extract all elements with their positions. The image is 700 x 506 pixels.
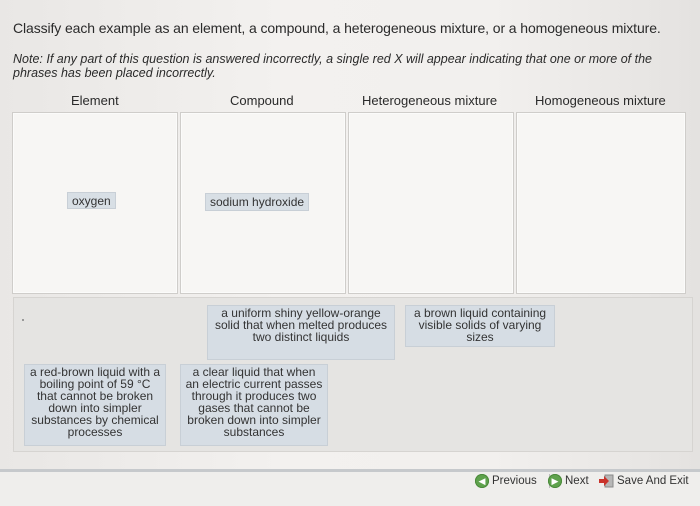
category-header-homogeneous: Homogeneous mixture xyxy=(535,93,666,108)
next-label: Next xyxy=(565,475,589,487)
chip-oxygen[interactable]: oxygen xyxy=(67,192,116,209)
question-note: Note: If any part of this question is answered incorrectly, a single red X will appear indicating that one or more of the phrases has been placed incorrectly. xyxy=(13,52,652,80)
category-header-heterogeneous: Heterogeneous mixture xyxy=(362,93,498,108)
previous-button[interactable] xyxy=(475,474,537,488)
pool-marker xyxy=(22,319,24,321)
drop-zone-heterogeneous[interactable] xyxy=(348,112,514,294)
chip-yellow-orange-solid[interactable]: a uniform shiny yellow-orange solid that when melted produces two distinct liquids xyxy=(207,305,395,360)
save-exit-label: Save And Exit xyxy=(617,475,689,487)
chip-sodium-hydroxide[interactable]: sodium hydroxide xyxy=(205,193,309,211)
previous-arrow-icon: ◀ xyxy=(475,474,489,488)
drop-zone-homogeneous[interactable] xyxy=(516,112,686,294)
category-header-element: Element xyxy=(71,93,119,108)
save-exit-icon xyxy=(598,474,614,488)
save-and-exit-button[interactable] xyxy=(598,474,689,488)
chip-red-brown-liquid[interactable]: a red-brown liquid with a boiling point of 59 °C that cannot be broken down into simpler substances by chemical processes xyxy=(24,364,166,446)
chip-brown-liquid[interactable]: a brown liquid containing visible solids of varying sizes xyxy=(405,305,555,347)
next-button[interactable] xyxy=(548,474,589,488)
previous-label: Previous xyxy=(492,475,537,487)
footer-bar xyxy=(0,472,700,506)
category-header-compound: Compound xyxy=(230,93,294,108)
chip-clear-liquid[interactable]: a clear liquid that when an electric current passes through it produces two gases that cannot be broken down into simpler substances xyxy=(180,364,328,446)
question-text: Classify each example as an element, a compound, a heterogeneous mixture, or a homogeneous mixture. xyxy=(13,20,661,36)
next-arrow-icon: ▶ xyxy=(548,474,562,488)
